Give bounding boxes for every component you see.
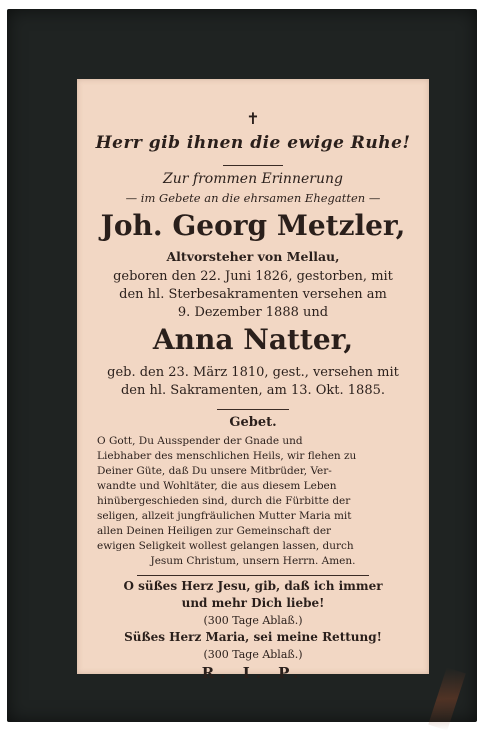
indulgence-note: (300 Tage Ablaß.) (203, 648, 303, 661)
memorial-card (7, 9, 477, 722)
husband-name: Joh. Georg Metzler, (100, 209, 406, 242)
divider (137, 575, 369, 576)
husband-title: Altvorsteher von Mellau, (166, 249, 340, 264)
rip-text: R. I. P. (201, 664, 305, 682)
prayer-request: — im Gebete an die ehrsamen Ehegatten — (125, 191, 381, 205)
gebet-line: seligen, allzeit jungfräulichen Mutter Maria mit (97, 510, 352, 522)
intro-text: Zur frommen Erinnerung (163, 171, 343, 187)
gebet-line: Deiner Güte, daß Du unsere Mitbrüder, Ver- (97, 465, 332, 477)
paper-stain (428, 667, 466, 730)
husband-line: geboren den 22. Juni 1826, gestorben, mit (113, 269, 393, 284)
gebet-line: ewigen Seligkeit wollest gelangen lassen, durch (97, 540, 354, 552)
husband-line: den hl. Sterbesakramenten versehen am (119, 287, 387, 302)
wife-line: den hl. Sakramenten, am 13. Okt. 1885. (120, 383, 386, 398)
prayer-maria: Süßes Herz Maria, sei meine Rettung! (124, 630, 382, 644)
motto: Herr gib ihnen die ewige Ruhe! (95, 133, 411, 153)
divider (217, 409, 289, 410)
indulgence-note: (300 Tage Ablaß.) (203, 614, 303, 627)
gebet-line: O Gott, Du Ausspender der Gnade und (97, 435, 303, 447)
cross-icon: ✝ (246, 109, 260, 128)
wife-name: Anna Natter, (152, 323, 354, 356)
husband-line: 9. Dezember 1888 und (177, 305, 329, 320)
gebet-heading: Gebet. (229, 415, 277, 430)
wife-line: geb. den 23. März 1810, gest., versehen mit (107, 365, 399, 380)
card-paper (77, 79, 429, 682)
gebet-line: hinübergeschieden sind, durch die Fürbitte der (97, 495, 351, 507)
prayer-jesus: O süßes Herz Jesu, gib, daß ich immer (123, 579, 383, 593)
gebet-line: Liebhaber des menschlichen Heils, wir flehen zu (97, 450, 357, 462)
gebet-line: wandte und Wohltäter, die aus diesem Leben (97, 480, 337, 492)
divider (223, 165, 283, 166)
gebet-line: allen Deinen Heiligen zur Gemeinschaft der (97, 525, 332, 537)
prayer-jesus: und mehr Dich liebe! (181, 596, 325, 610)
gebet-line: Jesum Christum, unsern Herrn. Amen. (150, 555, 356, 567)
